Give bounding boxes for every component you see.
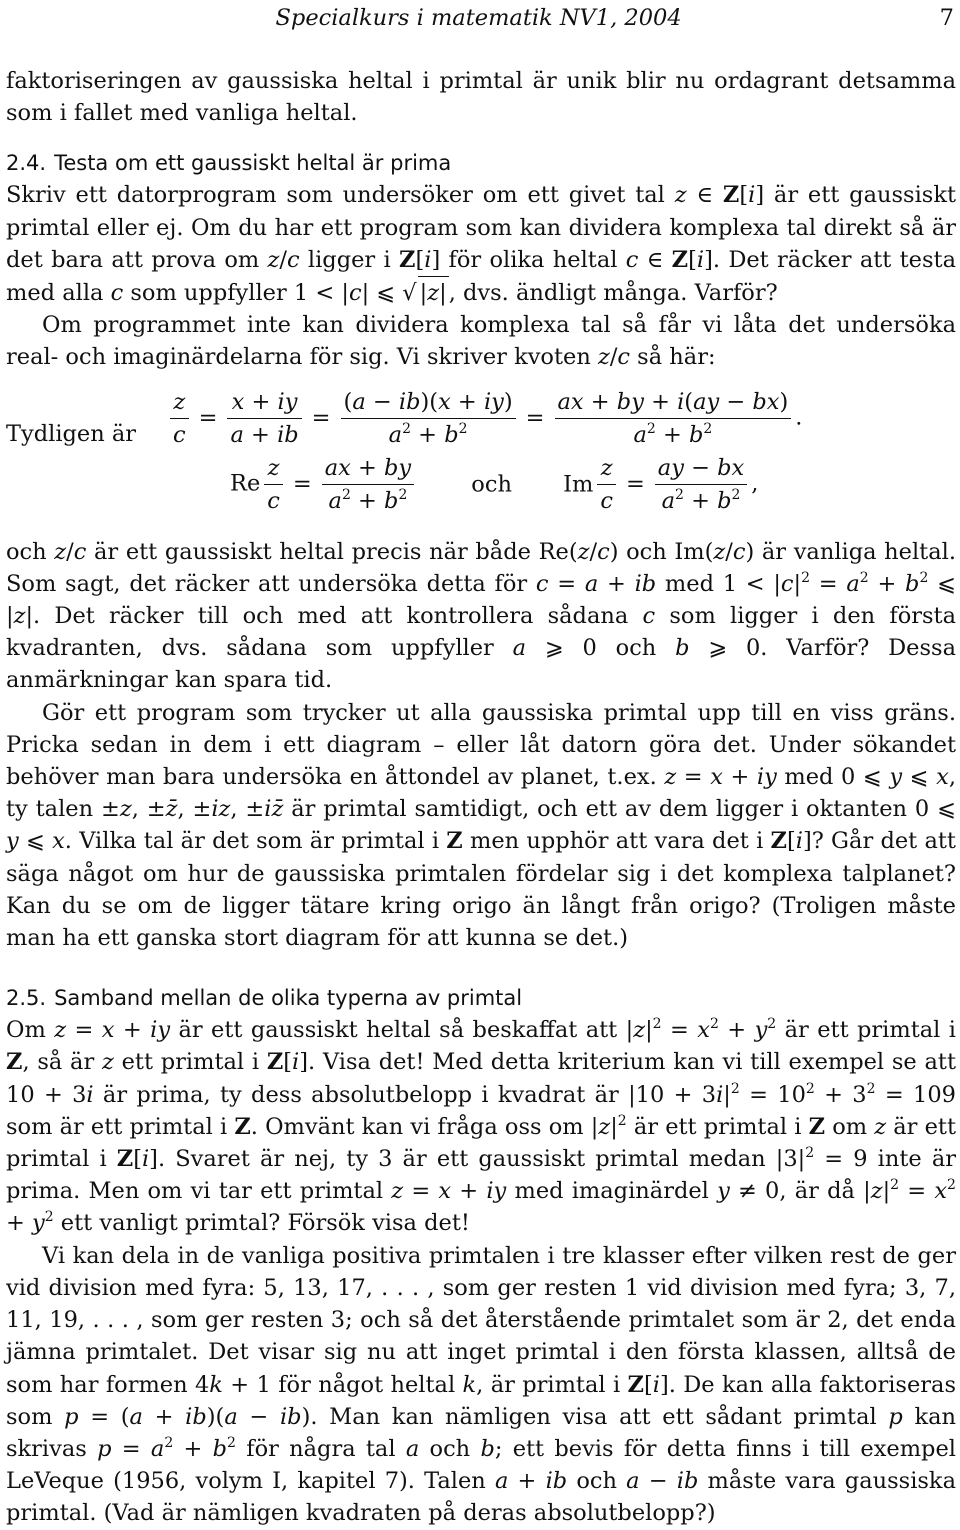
running-header: [6, 0, 956, 35]
display-equation-re-im: Tydligen är Re $\frac{z}{c}$ = $\frac{ax + by}{a^2 + b^2}$ och Im $\frac{z}{c}$ = $\frac{ay - bx}{a^2 + b^2}$ ,: [6, 436, 956, 518]
paragraph-2-4-b: Om programmet inte kan dividera komplexa tal så får vi låta det undersöka real- och imaginärdelarna för sig. Vi skriver kvoten z/c så här:: [6, 312, 956, 371]
paragraph-2-4-c: och z/c är ett gaussiskt heltal precis när både Re(z/c) och Im(z/c) är vanliga heltal. Som sagt, det räcker att undersöka detta för c = a + ib med $1 < |c|^2 = a^2 + b^2$ ⩽ |z|. Det räcker till och med att kontrollera sådana c som ligger i den första kvadranten, dvs. sådana som uppfyller a ⩾ 0 och b ⩾ 0. Varför? Dessa anmärkningar kan spara tid.: [6, 538, 957, 694]
paragraph-2-4-a: Skriv ett datorprogram som undersöker om ett givet tal z ∈ Z[i] är ett gaussiskt primtal eller ej. Om du har ett program som kan dividera komplexa tal direkt så är det bara att prova om z/c ligger i Z[i] för olika heltal c ∈ Z[i]. Det räcker att testa med alla c som uppfyller 1 < |c| ⩽ √ |z|, dvs. ändligt många. Varför?: [6, 179, 956, 309]
section-title: Samband mellan de olika typerna av primtal: [54, 986, 523, 1011]
page-number: 7: [939, 5, 954, 31]
header-title: Specialkurs i matematik NV1, 2004: [275, 5, 682, 31]
section-heading-2-5: [6, 982, 956, 1014]
paragraph-2-4-d: Gör ett program som trycker ut alla gaussiska primtal upp till en viss gräns. Pricka sedan in dem i ett diagram – eller låt datorn göra det. Under sökandet behöver man bara undersöka en åttondel av planet, t.ex. z = x + iy med 0 ⩽ y ⩽ x, ty talen ±z, ±z̄, ±iz, ±iz̄ är primtal samtidigt, och ett av dem ligger i oktanten 0 ⩽ y ⩽ x. Vilka tal är det som är primtal i Z men upphör att vara det i Z[i]? Går det att säga något om hur de gaussiska primtalen fördelar sig i det komplexa talplanet? Kan du se om de ligger tätare kring origo än långt från origo? (Troligen måste man ha ett ganska stort diagram för att kunna se det.): [6, 699, 956, 952]
section-number: 2.4.: [6, 151, 47, 176]
section-number: 2.5.: [6, 986, 47, 1011]
paragraph-2-5-b: Vi kan dela in de vanliga positiva primtalen i tre klasser efter vilken rest de ger vid division med fyra: 5, 13, 17, . . . , som ger resten 1 vid division med fyra; 3, 7, 11, 19, . . . , som ger resten 3; och så det återstående primtalet som är 2, det enda jämna primtalet. Det visar sig nu att inget primtal i den första klassen, alltså de som har formen 4k + 1 för något heltal k, är primtal i Z[i]. De kan alla faktoriseras som p = (a + ib)(a − ib). Man kan nämligen visa att ett sådant primtal p kan skrivas $p = a^2 + b^2$ för några tal a och b; ett bevis för detta finns i till exempel LeVeque (1956, volym I, kapitel 7). Talen a + ib och a − ib måste vara gaussiska primtal. (Vad är nämligen kvadraten på deras absolutbelopp?): [6, 1242, 956, 1527]
document-page: [6, 0, 956, 1530]
paragraph-2-5-a: Om z = x + iy är ett gaussiskt heltal så beskaffat att $|z|^2 = x^2 + y^2$ är ett primtal i Z, så är z ett primtal i Z[i]. Visa det! Med detta kriterium kan vi till exempel se att 10 + 3i är prima, ty dess absolutbelopp i kvadrat är $|10 + 3i|^2 = 10^2 + 3^2 = 109$ som är ett primtal i Z. Omvänt kan vi fråga oss om $|z|^2$ är ett primtal i Z om z är ett primtal i Z[i]. Svaret är nej, ty 3 är ett gaussiskt primtal medan $|3|^2 = 9$ inte är prima. Men om vi tar ett primtal z = x + iy med imaginärdel y ≠ 0, är då $|z|^2 = x^2 + y^2$ ett vanligt primtal? Försök visa det!: [6, 1016, 957, 1237]
section-heading-2-4: [6, 147, 956, 179]
intro-paragraph: faktoriseringen av gaussiska heltal i primtal är unik blir nu ordagrant detsamma som i fallet med vanliga heltal.: [6, 68, 956, 127]
tydligen-label: Tydligen är: [6, 420, 137, 447]
section-title: Testa om ett gaussiskt heltal är prima: [54, 151, 452, 176]
display-equation-quotient: $\frac{z}{c}$ = $\frac{x + iy}{a + ib}$ = $\frac{(a - ib)(x + iy)}{a^2 + b^2}$ = $\frac{ax + by + i(ay - bx)}{a^2 + b^2}$ .: [6, 380, 956, 466]
